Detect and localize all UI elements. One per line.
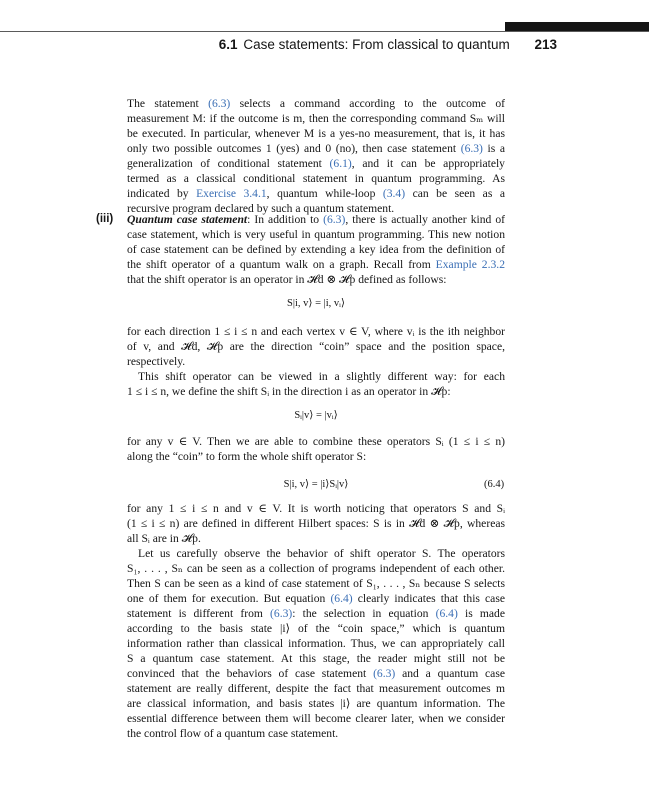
text-line: case statement, which is very useful in quantum programming. This new notion xyxy=(127,228,505,241)
text-line: of case statement can be defined by extending a key idea from the definition of xyxy=(127,243,505,256)
text-line: only two possible outcomes 1 (yes) and 0 (no), then case statement (6.3) is a xyxy=(127,142,505,155)
running-head xyxy=(0,37,557,55)
text-line: all Sᵢ are in 𝓗p. xyxy=(127,532,201,545)
text-line: convinced that the behaviors of case statement (6.3) and a quantum case xyxy=(127,667,505,680)
text-line: termed as a classical conditional statement in quantum programming. As xyxy=(127,172,505,185)
text-line xyxy=(127,212,505,227)
text-line: information rather than classical information. Thus, we can appropriately call xyxy=(127,637,505,650)
item-text: : In addition to (6.3), there is actually another kind of xyxy=(247,213,505,226)
text-line: the control flow of a quantum case statement. xyxy=(127,727,339,740)
item-label: (iii) xyxy=(96,213,114,225)
text-line: statement is different from (6.3): the selection in equation (6.4) is made xyxy=(127,607,505,620)
text-line: for any 1 ≤ i ≤ n and v ∈ V. It is worth noticing that operators S and Sᵢ xyxy=(127,502,505,515)
text-line: Let us carefully observe the behavior of shift operator S. The operators xyxy=(138,547,505,560)
text-line: the shift operator of a quantum walk on a graph. Recall from Example 2.3.2 xyxy=(127,258,505,271)
text-line: of v, and 𝓗d, 𝓗p are the direction “coin” space and the position space, xyxy=(127,340,505,353)
text-line: for each direction 1 ≤ i ≤ n and each vertex v ∈ V, where vᵢ is the ith neighbor xyxy=(127,325,505,338)
text-line: S a quantum case statement. At this stage, the reader might still not be xyxy=(127,652,505,665)
formula-shift-operator: S|i, v⟩ = |i, vᵢ⟩ xyxy=(287,298,345,309)
text-line: indicated by Exercise 3.4.1, quantum while-loop (3.4) can be seen as a xyxy=(127,187,505,200)
equation-number: (6.4) xyxy=(484,479,505,490)
text-line: (1 ≤ i ≤ n) are defined in different Hilbert spaces: S is in 𝓗d ⊗ 𝓗p, whereas xyxy=(127,517,505,530)
section-number: 6.1 xyxy=(218,37,238,52)
text-line: are classical information, and basis states |i⟩ are quantum information. The xyxy=(127,697,505,710)
text-line: statement are really different, despite the fact that measurement outcomes m xyxy=(127,682,505,695)
formula-shift-direction: Sᵢ|v⟩ = |vᵢ⟩ xyxy=(294,410,338,421)
item-title: Quantum case statement xyxy=(127,213,248,226)
text-line: generalization of conditional statement (6.1), and it can be appropriately xyxy=(127,157,505,170)
text-line: Then S can be seen as a kind of case statement of S₁, . . . , Sₙ because S selects xyxy=(127,577,505,590)
text-line: according to the basis state |i⟩ of the “coin space,” which is quantum xyxy=(127,622,505,635)
section-title: Case statements: From classical to quantum xyxy=(243,37,510,52)
text-line: for any v ∈ V. Then we are able to combine these operators Sᵢ (1 ≤ i ≤ n) xyxy=(127,435,505,448)
text-line: 1 ≤ i ≤ n, we define the shift Sᵢ in the direction i as an operator in 𝓗p: xyxy=(127,385,451,398)
text-line: S₁, . . . , Sₙ can be seen as a collection of programs independent of each other. xyxy=(127,562,505,575)
text-line: respectively. xyxy=(127,355,186,368)
text-line: one of them for execution. But equation (6.4) clearly indicates that this case xyxy=(127,592,505,605)
formula-whole-shift: S|i, v⟩ = |i⟩Sᵢ|v⟩ xyxy=(283,479,349,490)
text-line: The statement (6.3) selects a command according to the outcome of xyxy=(127,97,505,110)
text-line: recursive program declared by such a quantum statement. xyxy=(127,202,395,215)
text-line: measurement M: if the outcome is m, then the corresponding command Sₘ will xyxy=(127,112,505,125)
text-line: that the shift operator is an operator in 𝓗d ⊗ 𝓗p defined as follows: xyxy=(127,273,447,286)
header-rule xyxy=(0,31,649,32)
text-line: be executed. In particular, whenever M is a yes-no measurement, that is, it has xyxy=(127,127,505,140)
text-line: essential difference between them will become clearer later, when we consider xyxy=(127,712,505,725)
page-number: 213 xyxy=(534,37,557,52)
text-line: This shift operator can be viewed in a slightly different way: for each xyxy=(138,370,505,383)
text-line: along the “coin” to form the whole shift operator S: xyxy=(127,450,367,463)
